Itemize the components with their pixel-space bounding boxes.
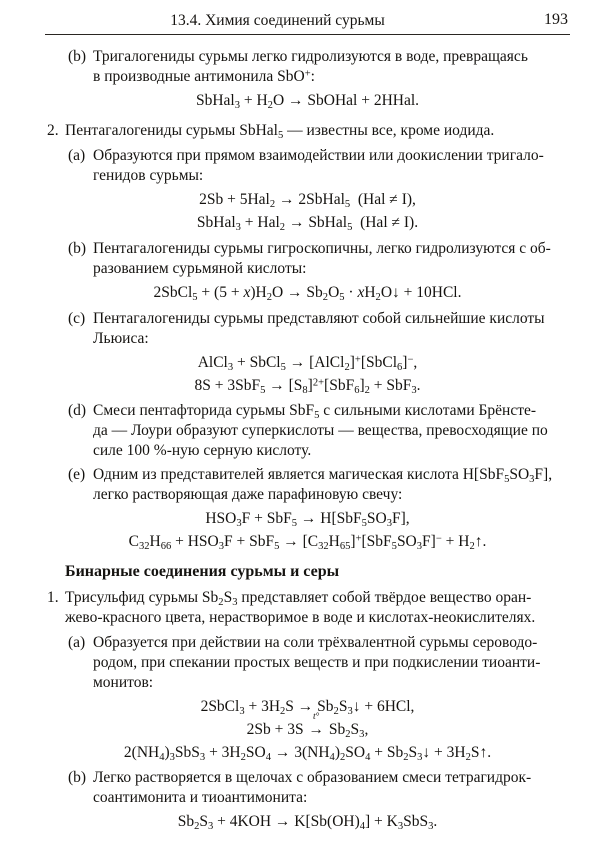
equation-trihalide-hydrolysis: SbHal$_3$ + $H_2O$ → SbOHal + 2HHal. <box>195 92 420 111</box>
list-item-pentahalides-d <box>68 401 570 461</box>
item-label: (b) <box>68 240 87 257</box>
list-item-pentahalides-e <box>68 465 570 505</box>
item-label: 1. <box>47 589 59 606</box>
item-label: (a) <box>68 634 86 651</box>
page-content <box>45 47 570 832</box>
item-label: (d) <box>68 402 87 419</box>
item-text: Трисульфид сурьмы $Sb_2S_3$ представляет собой твёрдое вещество оран- жево-красного цвета, нерастворимое в воде и кислотах-неокислителях. <box>65 589 536 626</box>
item-label: (a) <box>68 147 86 164</box>
item-text: Образуются при прямом взаимодействии или доокислении тригало- генидов сурьмы: <box>93 147 544 184</box>
page-number: 193 <box>544 11 568 28</box>
equation-sulfide-3: $2(NH_4)_3SbS_3 + 3H_2SO_4 \to 3(NH_4)_2SO_4$ + $Sb_2S_3↓$ + $3H_2S↑$. <box>123 744 492 763</box>
list-item-trisulfide-b <box>68 768 570 808</box>
item-text: Легко растворяется в щелочах с образованием смеси тетрагидрок- соантимонита и тиоантимонита: <box>93 769 532 806</box>
equation-penta-formation-2: SbHal$_3$ + Hal$_2$ → SbHal$_5$ (Hal ≠ I). <box>196 214 419 233</box>
equation-sulfide-2: 2Sb + 3S t° → $Sb_2S_3$, <box>246 712 369 740</box>
item-text: Образуется при действии на соли трёхвалентной сурьмы сероводо- родом, при спекании простых веществ и при подкислении тиоанти- монитов: <box>93 634 541 691</box>
item-text: Пентагалогениды сурьмы SbHal$_5$ — известны все, кроме иодида. <box>65 122 495 141</box>
list-item-pentahalides <box>47 121 570 141</box>
item-text: Тригалогениды сурьмы легко гидролизуются в воде, превращаясь в производные антимонила SbO+: <box>93 48 528 85</box>
list-item-trihalides-b <box>68 47 570 87</box>
list-item-pentahalides-c <box>68 309 570 349</box>
equation-magic-acid-2: $C_{32}H_{66} + HSO_3F + SbF_5 \to [C_{32}H_{65}]^+[SbF_5SO_3F]^-$ + $H_2↑$. <box>128 533 487 552</box>
item-label: (b) <box>68 48 87 65</box>
item-label: (e) <box>68 466 86 483</box>
list-item-trisulfide <box>47 588 570 628</box>
list-item-pentahalides-a <box>68 146 570 186</box>
item-label: (b) <box>68 769 87 786</box>
section-heading-binary-compounds: Бинарные соединения сурьмы и серы <box>65 563 340 580</box>
item-label: (c) <box>68 310 86 327</box>
page-header <box>45 0 570 34</box>
header-rule <box>45 34 570 35</box>
list-item-trisulfide-a <box>68 633 570 693</box>
equation-koh: $Sb_2S_3 + 4KOH \to K[Sb(OH)_4] + K_3SbS_3$. <box>177 813 438 832</box>
equation-penta-formation-1: 2Sb + 5Hal$_2$ → 2SbHal$_5$ (Hal ≠ I), <box>199 191 416 210</box>
list-item-pentahalides-b <box>68 239 570 279</box>
item-label: 2. <box>47 122 59 139</box>
equation-lewis-1: AlCl$_3$ + SbCl$_5$ → [AlCl$_2$]+[SbCl$_6$]−, <box>197 354 418 373</box>
item-text: Смеси пентафторида сурьмы SbF$_5$ с сильными кислотами Брёнсте- да — Лоури образуют суперкислоты — вещества, превосходящие по силе 100 %-ную серную кислоту. <box>93 402 548 459</box>
item-text: Одним из представителей является магическая кислота $H[SbF_5SO_3F]$, легко растворяющая даже парафиновую свечу: <box>93 466 553 503</box>
equation-lewis-2: $8S + 3SbF_5 \to [S_8]^{2+}[SbF_6]_2 + SbF_3$. <box>194 377 421 396</box>
section-title: 13.4. Химия соединений сурьмы <box>170 12 385 29</box>
item-text: Пентагалогениды сурьмы гигроскопичны, легко гидролизуются с об- разованием сурьмяной кислоты: <box>93 240 551 277</box>
equation-sulfide-1: 2SbCl$_3$ + $3H_2S$ → $Sb_2S_3↓ + 6HCl$, <box>200 698 415 717</box>
equation-penta-hydrolysis: 2SbCl$_5$ + $(5 + x)H_2O \to Sb_2O_5$ · $xH_2O↓ + 10HCl$. <box>153 284 462 303</box>
equation-magic-acid-1: $HSO_3F + SbF_5 \to H[SbF_5SO_3F]$, <box>205 510 410 529</box>
item-text: Пентагалогениды сурьмы представляют собой сильнейшие кислоты Льюиса: <box>93 310 545 347</box>
